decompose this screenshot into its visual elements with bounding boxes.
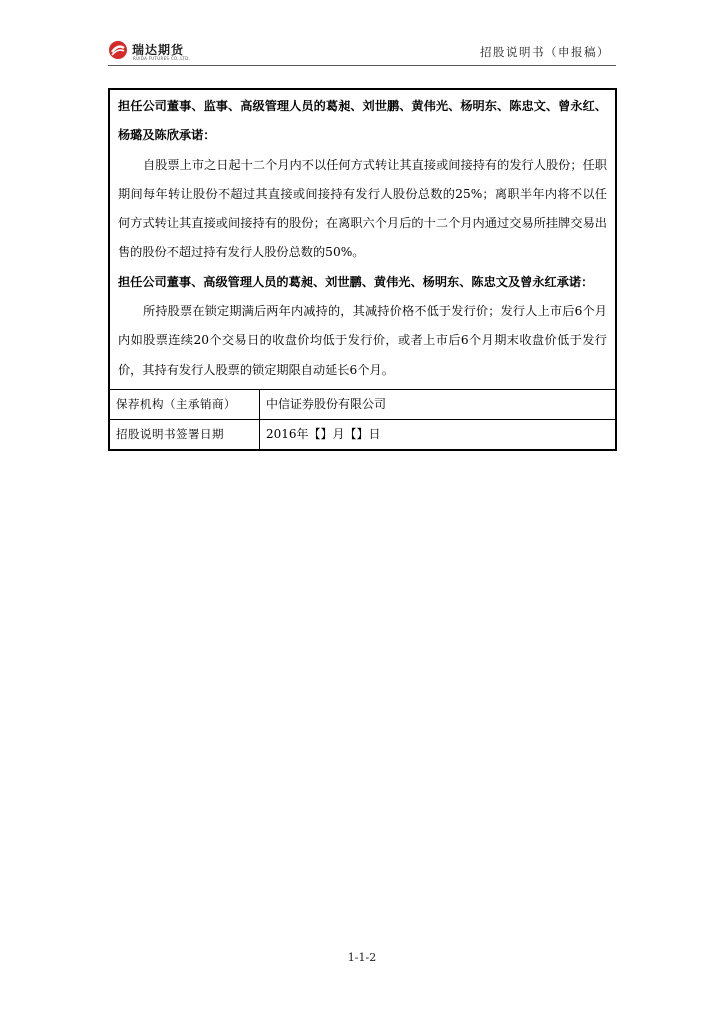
logo-mark-icon (108, 40, 128, 60)
row-value: 中信证券股份有限公司 (266, 396, 387, 411)
logo-text: 瑞达期货 (132, 43, 185, 57)
page-number: 1-1-2 (347, 951, 377, 964)
commitment-body: 所持股票在锁定期满后两年内减持的，其减持价格不低于发行价；发行人上市后6个月内如股票连续20个交易日的收盘价均低于发行价，或者上市后6个月期末收盘价低于发行价，其持有发行人股票的锁定期限自动延长6个月。 (118, 304, 607, 377)
commitment-heading: 担任公司董事、监事、高级管理人员的葛昶、刘世鹏、黄伟光、杨明东、陈忠文、曾永红、杨璐及陈欣承诺： (118, 99, 607, 143)
company-logo (108, 40, 218, 64)
page-header (108, 36, 616, 66)
document-title: 招股说明书（申报稿） (480, 45, 610, 59)
row-label: 招股说明书签署日期 (110, 420, 260, 449)
commitments-cell (110, 90, 615, 390)
info-table (108, 88, 617, 451)
commitment-body: 自股票上市之日起十二个月内不以任何方式转让其直接或间接持有的发行人股份；任职期间每年转让股份不超过其直接或间接持有发行人股份总数的25%；离职半年内将不以任何方式转让其直接或间接持有的股份；在离职六个月后的十二个月内通过交易所挂牌交易出售的股份不超过持有发行人股份总数的50%。 (118, 157, 607, 260)
logo-subtext: RUIDA FUTURES CO.,LTD. (133, 56, 191, 61)
table-row (110, 419, 615, 449)
table-row (110, 390, 615, 419)
commitment-heading: 担任公司董事、高级管理人员的葛昶、刘世鹏、黄伟光、杨明东、陈忠文及曾永红承诺： (118, 274, 594, 289)
row-label: 保荐机构（主承销商） (110, 390, 260, 419)
header-divider (108, 65, 616, 66)
row-value: 2016年【】月【】日 (266, 426, 381, 441)
